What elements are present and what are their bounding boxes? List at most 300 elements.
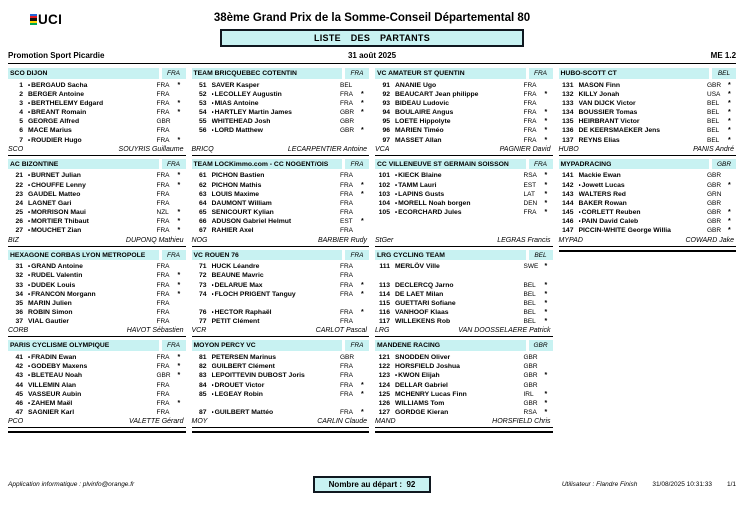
rider-name-cell <box>395 353 524 362</box>
rider-name-cell <box>212 353 341 362</box>
team-block <box>192 159 370 247</box>
rider-row <box>559 136 737 145</box>
rider-row <box>375 317 553 326</box>
rider-name-cell <box>28 136 157 146</box>
rider-row <box>192 371 370 380</box>
team-header <box>559 159 737 170</box>
rider-number: 103 <box>378 190 390 198</box>
rider-nationality: IRL <box>523 390 534 398</box>
rider-nationality: FRA <box>340 318 353 326</box>
rider-name: WILLEKENS Rob <box>395 318 451 326</box>
rider-name: DE LAET Milan <box>395 290 444 298</box>
rider-star: * <box>728 81 731 89</box>
rider-name: GODEBY Maxens <box>31 363 88 371</box>
team-code: PCO <box>8 418 24 426</box>
rider-star: * <box>544 109 548 117</box>
rider-row <box>192 117 370 126</box>
rider-row <box>192 181 370 190</box>
team-code: MYPAD <box>558 236 583 244</box>
team-header <box>192 250 370 261</box>
rider-name: ROBIN Simon <box>28 309 73 317</box>
rider-star: * <box>728 127 731 135</box>
team-country-badge: FRA <box>162 159 186 170</box>
rider-row <box>559 199 737 208</box>
rider-row <box>375 190 553 199</box>
rider-star: * <box>361 190 364 198</box>
team-header <box>8 68 186 79</box>
rider-nationality: FRA <box>340 263 353 271</box>
rider-row <box>375 408 553 417</box>
rider-name: HORSFIELD Joshua <box>395 363 460 371</box>
rider-number: 4 <box>19 109 23 117</box>
rider-name: LAPINS Gusts <box>398 190 445 198</box>
team-code: VCA <box>375 145 390 153</box>
rider-number: 71 <box>198 263 207 271</box>
rider-name: PETIT Clément <box>211 318 260 326</box>
rider-name-cell <box>395 308 524 317</box>
team-manager: VAN DOOSSELAERE Patrick <box>458 327 551 335</box>
rider-name: MASSET Allan <box>395 136 442 144</box>
rider-nationality: BEL <box>707 109 720 117</box>
rider-star: * <box>728 209 731 217</box>
rider-number: 2 <box>19 90 23 98</box>
team-manager: CARLOT Pascal <box>315 327 367 335</box>
team-name: MOYON PERCY VC <box>192 340 343 351</box>
rider-number: 136 <box>562 127 574 135</box>
rider-nationality: EST <box>340 218 353 226</box>
rider-number: 85 <box>198 390 207 398</box>
rider-bullet-icon: • <box>28 354 31 361</box>
rider-number: 52 <box>198 90 207 98</box>
rider-name: PICHON Bastien <box>211 172 265 180</box>
rider-number: 5 <box>19 118 23 126</box>
team-code: StGer <box>375 236 394 244</box>
team-footer <box>8 417 186 427</box>
rider-bullet-icon: • <box>28 228 31 235</box>
rider-row <box>375 181 553 190</box>
rider-number: 56 <box>198 127 207 135</box>
rider-name: LECOLLEY Augustin <box>214 90 282 98</box>
rider-row <box>192 308 370 317</box>
rider-star: * <box>544 90 548 98</box>
rider-row <box>192 281 370 290</box>
rider-number: 61 <box>198 172 207 180</box>
rider-name-cell <box>212 362 341 371</box>
rider-number: 132 <box>562 90 574 98</box>
rider-nationality: FRA <box>156 181 170 189</box>
rider-star: * <box>544 409 548 417</box>
rider-bullet-icon: • <box>578 219 581 226</box>
rider-star: * <box>544 390 548 398</box>
team-name: SCO DIJON <box>8 68 159 79</box>
team-name: LRG CYCLING TEAM <box>375 250 526 261</box>
team-header <box>192 159 370 170</box>
rider-bullet-icon: • <box>395 210 398 217</box>
rider-row <box>559 126 737 135</box>
rider-row <box>8 99 186 108</box>
rider-row <box>8 308 186 317</box>
rider-number: 72 <box>198 272 207 280</box>
rider-name-cell <box>395 362 524 371</box>
rider-row <box>375 281 553 290</box>
rider-star: * <box>361 390 364 398</box>
rider-nationality: FRA <box>340 190 353 198</box>
team-header <box>375 68 553 79</box>
rider-star: * <box>544 199 548 207</box>
rider-name-cell <box>28 126 157 135</box>
team-country-badge: FRA <box>162 250 186 261</box>
rider-name: BERTHELEMY Edgard <box>31 99 104 107</box>
rider-nationality: FRA <box>523 81 537 89</box>
rider-number: 142 <box>562 181 574 189</box>
rider-number: 133 <box>562 99 574 107</box>
team-riders <box>192 262 370 326</box>
rider-number: 1 <box>19 81 23 89</box>
rider-number: 96 <box>382 127 390 135</box>
rider-name-cell <box>28 408 157 417</box>
rider-star: * <box>544 172 548 180</box>
rider-bullet-icon: • <box>211 282 214 289</box>
rider-row <box>8 117 186 126</box>
team-riders <box>192 353 370 417</box>
rider-number: 143 <box>562 190 574 198</box>
rider-name: WHITEHEAD Josh <box>211 118 271 126</box>
team-name: TEAM LOCKimmo.com - CC NOGENT/OIS <box>192 159 343 170</box>
rider-name: MARIEN Timéo <box>395 127 444 135</box>
column-end-rule <box>8 431 186 433</box>
rider-row <box>375 90 553 99</box>
rider-number: 144 <box>562 199 574 207</box>
rider-star: * <box>544 190 548 198</box>
team-header <box>8 340 186 351</box>
team-manager: CARLIN Claude <box>317 418 367 426</box>
rider-star: * <box>728 136 731 144</box>
team-riders <box>559 171 737 235</box>
rider-star: * <box>361 181 364 189</box>
rider-number: 95 <box>382 118 390 126</box>
rider-name: LAGNET Gari <box>28 199 72 207</box>
team-manager: BARBIER Rudy <box>317 236 367 244</box>
rider-number: 126 <box>378 399 390 407</box>
rider-number: 111 <box>379 263 390 271</box>
rider-row <box>375 217 553 226</box>
rider-row <box>8 281 186 290</box>
rider-star: * <box>544 299 548 307</box>
team-footer <box>375 326 553 336</box>
team-code: HUBO <box>558 145 579 153</box>
rider-star: * <box>177 99 181 107</box>
rider-row <box>559 181 737 190</box>
rider-nationality: FRA <box>156 99 170 107</box>
rider-name: WALTERS Red <box>578 190 626 198</box>
rider-number: 22 <box>15 181 23 189</box>
rider-star: * <box>544 372 548 380</box>
rider-nationality: FRA <box>156 227 170 235</box>
rider-name-cell <box>212 390 341 400</box>
rider-row <box>192 299 370 308</box>
rider-name: DE KEERSMAEKER Jens <box>578 127 661 135</box>
rider-name: PAIN David Caleb <box>581 218 639 226</box>
team-code: NOG <box>191 236 208 244</box>
rider-row <box>192 399 370 408</box>
team-country-badge: GBR <box>529 340 553 351</box>
rider-nationality: BEL <box>707 99 720 107</box>
rider-name: MACE Marius <box>28 127 72 135</box>
team-code: BIZ <box>8 236 19 244</box>
rider-name: MORRISON Maui <box>31 209 86 217</box>
rider-name: WILLIAMS Tom <box>395 399 445 407</box>
rider-bullet-icon: • <box>395 191 398 198</box>
team-block <box>192 340 370 428</box>
team-name: PARIS CYCLISME OLYMPIQUE <box>8 340 159 351</box>
rider-number: 76 <box>198 309 207 317</box>
rider-row <box>375 226 553 235</box>
team-manager: HORSFIELD Chris <box>492 418 551 426</box>
rider-nationality: GBR <box>523 353 538 361</box>
rider-star: * <box>544 399 548 407</box>
rider-nationality: GRN <box>707 190 722 198</box>
rider-row <box>375 299 553 308</box>
rider-star: * <box>361 281 364 289</box>
rider-star: * <box>544 263 548 271</box>
rider-nationality: FRA <box>156 199 170 207</box>
team-footer <box>559 236 737 246</box>
rider-name: LEGEAY Robin <box>214 390 263 398</box>
rider-name: MIAS Antoine <box>214 99 259 107</box>
rider-name: GUILBERT Mattéo <box>214 409 274 417</box>
rider-nationality: GBR <box>523 399 538 407</box>
rider-number: 46 <box>15 399 23 407</box>
rider-name: MORELL Noah borgen <box>398 199 471 207</box>
team-footer <box>192 236 370 246</box>
rider-name-cell <box>212 190 341 199</box>
rider-name: GORDGE Kieran <box>395 409 449 417</box>
rider-name: BAKER Rowan <box>578 199 627 207</box>
team-manager: SOUYRIS Guillaume <box>118 145 184 153</box>
rider-number: 23 <box>15 190 23 198</box>
team-riders <box>375 81 553 145</box>
starters-count-value: 92 <box>406 480 416 489</box>
rider-name-cell <box>212 199 341 208</box>
rider-number: 33 <box>15 281 23 289</box>
rider-row <box>192 108 370 117</box>
print-datetime: 31/08/2025 10:31:33 <box>652 481 712 488</box>
rider-number: 24 <box>15 199 23 207</box>
rider-row <box>375 208 553 217</box>
rider-name: LORD Matthew <box>214 127 263 135</box>
rider-row <box>559 117 737 126</box>
rider-name: BOUSSIER Tomas <box>578 109 638 117</box>
rider-bullet-icon: • <box>28 210 31 217</box>
rider-nationality: FRA <box>523 209 537 217</box>
team-footer <box>375 417 553 427</box>
rider-row <box>192 136 370 145</box>
rider-star: * <box>177 81 181 89</box>
rider-star: * <box>728 118 731 126</box>
rider-row <box>559 90 737 99</box>
rider-star: * <box>177 290 181 298</box>
rider-nationality: FRA <box>340 90 353 98</box>
teams-grid <box>8 68 736 433</box>
rider-number: 7 <box>19 136 23 144</box>
team-footer <box>8 236 186 246</box>
rider-name-cell <box>28 381 157 390</box>
rider-name: FRANCON Morgann <box>31 290 96 298</box>
rider-star: * <box>177 399 181 407</box>
rider-number: 73 <box>198 281 207 289</box>
rider-name: BURNET Julian <box>31 172 81 180</box>
meta-row <box>8 51 736 64</box>
rider-star: * <box>361 218 364 226</box>
rider-nationality: FRA <box>523 136 537 144</box>
rider-row <box>375 362 553 371</box>
rider-number: 35 <box>15 299 23 307</box>
uci-bar <box>30 23 37 25</box>
rider-number: 91 <box>382 81 390 89</box>
rider-number: 21 <box>15 172 23 180</box>
rider-number: 122 <box>378 363 390 371</box>
rider-number: 34 <box>15 290 23 298</box>
rider-name: ZAHEM Maël <box>31 399 73 407</box>
rider-star: * <box>361 381 364 389</box>
rider-nationality: FRA <box>156 409 170 417</box>
rider-nationality: GBR <box>707 81 722 89</box>
rider-name-cell <box>579 99 708 108</box>
team-riders <box>375 171 553 235</box>
rider-name-cell <box>395 317 524 326</box>
starters-count-label: Nombre au départ : <box>328 480 402 489</box>
rider-nationality: BEL <box>523 309 536 317</box>
rider-name: LEPOITTEVIN DUBOST Joris <box>211 372 305 380</box>
rider-bullet-icon: • <box>28 182 31 189</box>
promotion-label: Promotion Sport Picardie <box>8 51 105 60</box>
rider-nationality: FRA <box>340 209 353 217</box>
column-end-rule <box>559 250 737 252</box>
team-manager: PAGNIER David <box>499 145 551 153</box>
team-code: CORB <box>8 327 29 335</box>
rider-nationality: SWE <box>523 263 539 271</box>
rider-number: 66 <box>198 218 207 226</box>
team-header <box>559 68 737 79</box>
rider-number: 127 <box>378 409 390 417</box>
rider-name-cell <box>212 262 341 271</box>
rider-bullet-icon: • <box>28 373 31 380</box>
rider-nationality: FRA <box>156 318 170 326</box>
rider-number: 43 <box>15 372 23 380</box>
rider-nationality: FRA <box>156 290 170 298</box>
rider-row <box>8 226 186 235</box>
rider-nationality: FRA <box>340 390 353 398</box>
rider-number: 94 <box>382 109 390 117</box>
rider-nationality: FRA <box>340 181 353 189</box>
rider-star: * <box>361 309 364 317</box>
rider-bullet-icon: • <box>395 173 398 180</box>
rider-name: VAN DIJCK Victor <box>578 99 636 107</box>
rider-star: * <box>544 290 548 298</box>
rider-number: 92 <box>382 90 390 98</box>
rider-number: 67 <box>198 227 207 235</box>
team-footer <box>375 145 553 155</box>
rider-name-cell <box>28 190 157 199</box>
rider-name: FLOCH PRIGENT Tanguy <box>214 290 296 298</box>
rider-name: SAVER Kasper <box>211 81 260 89</box>
rider-name-cell <box>212 81 341 90</box>
rider-number: 145 <box>562 209 574 217</box>
team-riders <box>559 81 737 145</box>
rider-nationality: FRA <box>156 363 170 371</box>
rider-nationality: FRA <box>340 227 353 235</box>
rider-number: 54 <box>198 109 207 117</box>
rider-row <box>8 171 186 180</box>
rider-nationality: LAT <box>523 190 535 198</box>
rider-number: 123 <box>378 372 390 380</box>
rider-bullet-icon: • <box>395 200 398 207</box>
rider-nationality: FRA <box>156 281 170 289</box>
team-footer <box>192 145 370 155</box>
rider-name: VIAL Gautier <box>28 318 70 326</box>
rider-bullet-icon: • <box>28 264 31 271</box>
rider-number: 44 <box>15 381 23 389</box>
rider-star: * <box>361 127 364 135</box>
rider-name-cell <box>212 181 341 190</box>
team-code: MAND <box>375 418 396 426</box>
rider-number: 42 <box>15 363 23 371</box>
rider-row <box>8 299 186 308</box>
team-country-badge: FRA <box>345 159 369 170</box>
rider-nationality: BEL <box>523 281 536 289</box>
rider-nationality: FRA <box>156 136 170 144</box>
rider-row <box>8 317 186 326</box>
rider-number: 135 <box>562 118 574 126</box>
rider-nationality: GBR <box>707 209 722 217</box>
rider-bullet-icon: • <box>578 182 581 189</box>
rider-number: 131 <box>562 81 574 89</box>
rider-name: DAUMONT William <box>211 199 272 207</box>
rider-row <box>8 408 186 417</box>
team-name: VC AMATEUR ST QUENTIN <box>375 68 526 79</box>
team-block <box>8 340 186 428</box>
rider-name: ANANIE Ugo <box>395 81 437 89</box>
team-column <box>375 68 553 433</box>
rider-number: 53 <box>198 99 207 107</box>
team-block <box>8 68 186 156</box>
rider-number: 97 <box>382 136 390 144</box>
rider-number: 84 <box>198 381 207 389</box>
rider-name: MORTIER Thibaut <box>31 218 89 226</box>
rider-bullet-icon: • <box>211 291 214 298</box>
rider-nationality: BEL <box>707 127 720 135</box>
team-block <box>375 159 553 247</box>
rider-name: KILLY Jonah <box>578 90 620 98</box>
team-manager: PANIS André <box>693 145 734 153</box>
rider-name: CHOUFFE Lenny <box>31 181 86 189</box>
rider-nationality: GBR <box>156 118 171 126</box>
team-footer <box>192 326 370 336</box>
column-end-rule <box>375 431 553 433</box>
rider-nationality: GBR <box>340 109 355 117</box>
rider-name: DELARUE Max <box>214 281 263 289</box>
rider-name-cell <box>395 281 524 290</box>
team-country-badge: GBR <box>712 159 736 170</box>
rider-row <box>192 90 370 99</box>
rider-name: ROUDIER Hugo <box>31 136 82 144</box>
rider-row <box>375 381 553 390</box>
rider-bullet-icon: • <box>28 273 31 280</box>
rider-nationality: FRA <box>523 127 537 135</box>
rider-nationality: USA <box>707 90 721 98</box>
team-column <box>192 68 370 433</box>
rider-name: BIDEAU Ludovic <box>395 99 450 107</box>
